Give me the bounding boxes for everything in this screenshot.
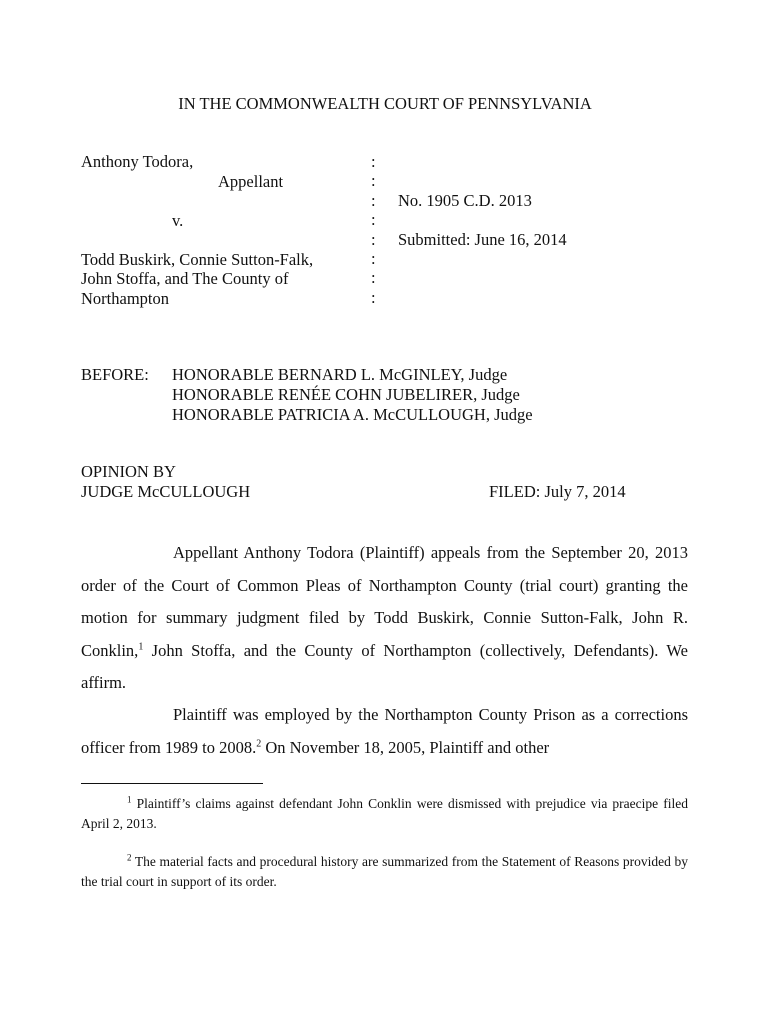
footnote-ref-1: 1 (138, 641, 144, 653)
caption-colon: : (371, 248, 376, 268)
caption-colon-column (371, 152, 376, 307)
judge-list (172, 365, 533, 425)
caption-colon: : (371, 190, 376, 210)
filed-date: FILED: July 7, 2014 (489, 482, 626, 501)
docket-number: No. 1905 C.D. 2013 (398, 191, 532, 210)
submitted-date: Submitted: June 16, 2014 (398, 230, 567, 249)
caption-colon: : (371, 171, 376, 191)
caption-colon: : (371, 268, 376, 288)
judge-name: HONORABLE BERNARD L. McGINLEY, Judge (172, 365, 508, 384)
body-paragraph-2 (81, 699, 688, 764)
before-label: BEFORE: (81, 365, 149, 384)
footnote-separator (81, 783, 263, 784)
body-text: John Stoffa, and the County of Northampton (collectively, Defendants). We affirm. (81, 640, 688, 693)
footnote-number: 2 (127, 852, 132, 863)
opinion-by-label: OPINION BY (81, 462, 176, 481)
footnote-1 (81, 794, 688, 834)
body-text: Appellant Anthony Todora (Plaintiff) appeals from the September 20, 2013 order of the Court of Common Pleas of Northampton County (trial court) granting the motion for summary judgment filed by Todd Buskirk, Connie Sutton-Falk, John R. Conklin, (81, 543, 688, 660)
footnote-text: Plaintiff’s claims against defendant John Conklin were dismissed with prejudice via praecipe filed April 2, 2013. (81, 796, 688, 831)
versus: v. (172, 211, 184, 230)
footnote-number: 1 (127, 794, 132, 805)
opinion-author: JUDGE McCULLOUGH (81, 482, 251, 501)
caption-colon: : (371, 229, 376, 249)
body-text: On November 18, 2005, Plaintiff and other (261, 737, 550, 757)
appellant-role: Appellant (218, 172, 284, 191)
footnote-text: The material facts and procedural history are summarized from the Statement of Reasons provided by the trial court in support of its order. (81, 854, 688, 889)
caption-colon: : (371, 210, 376, 230)
caption-colon: : (371, 287, 376, 307)
footnote-2 (81, 852, 688, 892)
court-title: IN THE COMMONWEALTH COURT OF PENNSYLVANIA (178, 94, 592, 113)
caption-colon: : (371, 152, 376, 171)
judge-name: HONORABLE PATRICIA A. McCULLOUGH, Judge (172, 405, 533, 424)
appellant-name: Anthony Todora, (81, 152, 194, 171)
appellee-line-3: Northampton (81, 289, 169, 308)
appellee-line-2: John Stoffa, and The County of (81, 269, 289, 288)
body-text: Plaintiff was employed by the Northampton County Prison as a corrections officer from 1989 to 2008. (81, 705, 688, 757)
judge-name: HONORABLE RENÉE COHN JUBELIRER, Judge (172, 385, 520, 404)
appellee-line-1: Todd Buskirk, Connie Sutton-Falk, (81, 250, 314, 269)
body-paragraph-1 (81, 537, 688, 700)
opinion-by (81, 462, 250, 502)
footnote-ref-2: 2 (256, 738, 262, 750)
